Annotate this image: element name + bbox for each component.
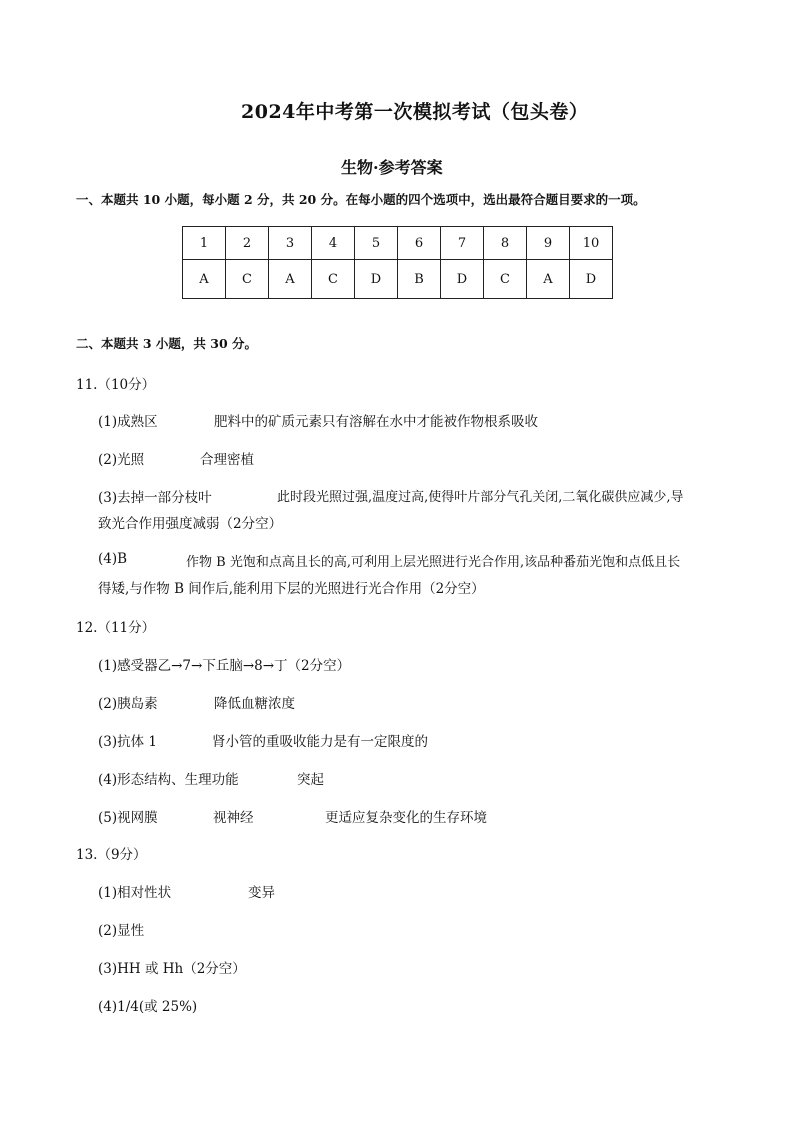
q13-answer-1-right: 变异 (248, 885, 275, 901)
page-title: 2024年中考第一次模拟考试（包头卷） (241, 101, 589, 123)
answer-cell: C (312, 260, 355, 299)
q11-answer-3-left: (3)去掉一部分枝叶 (98, 490, 212, 506)
q11-answer-3-right: 此时段光照过强,温度过高,使得叶片部分气孔关闭,二氧化碳供应减少,导 (277, 490, 684, 505)
answer-cell: A (183, 260, 226, 299)
question-number: 1 (183, 227, 226, 260)
q11-answer-1-left: (1)成熟区 (98, 414, 158, 430)
answer-cell: D (570, 260, 613, 299)
question-number: 3 (269, 227, 312, 260)
answer-cell: A (269, 260, 312, 299)
answer-key-table (182, 226, 613, 299)
q13-answer-4: (4)1/4(或 25%) (98, 999, 198, 1015)
q11-answer-4-cont: 得矮,与作物 B 间作后,能利用下层的光照进行光合作用（2分空） (98, 581, 485, 597)
q11-answer-2-left: (2)光照 (98, 452, 145, 468)
q11-answer-2-right: 合理密植 (200, 452, 254, 468)
question-number: 6 (398, 227, 441, 260)
question-number: 8 (484, 227, 527, 260)
q11-label: 11.（10分） (76, 377, 156, 393)
answer-cell: D (441, 260, 484, 299)
question-number: 5 (355, 227, 398, 260)
q13-answer-1-left: (1)相对性状 (98, 885, 172, 901)
answer-cell: C (484, 260, 527, 299)
section1-heading: 一、本题共 10 小题，每小题 2 分，共 20 分。在每小题的四个选项中，选出最符合题目要求的一项。 (76, 192, 646, 207)
q11-answer-1-right: 肥料中的矿质元素只有溶解在水中才能被作物根系吸收 (214, 414, 538, 430)
q12-answer-4-left: (4)形态结构、生理功能 (98, 772, 239, 788)
q13-label: 13.（9分） (76, 847, 147, 863)
q12-answer-2-right: 降低血糖浓度 (214, 696, 295, 712)
question-number: 9 (527, 227, 570, 260)
q12-answer-1: (1)感受器乙→7→下丘脑→8→丁（2分空） (98, 658, 351, 674)
q12-answer-4-right: 突起 (297, 772, 324, 788)
answer-cell: C (226, 260, 269, 299)
q12-label: 12.（11分） (76, 620, 156, 636)
q12-answer-2-left: (2)胰岛素 (98, 696, 158, 712)
q12-answer-3-left: (3)抗体 1 (98, 734, 158, 750)
page-subtitle: 生物·参考答案 (341, 158, 443, 177)
answer-key-answer-row (183, 260, 613, 299)
q13-answer-3: (3)HH 或 Hh（2分空） (98, 961, 246, 977)
question-number: 4 (312, 227, 355, 260)
answer-cell: A (527, 260, 570, 299)
q11-answer-4-right: 作物 B 光饱和点高且长的高,可利用上层光照进行光合作用,该品种番茄光饱和点低且长 (186, 555, 681, 570)
q12-answer-5-part3: 更适应复杂变化的生存环境 (325, 810, 487, 826)
q12-answer-5-part2: 视神经 (213, 810, 254, 826)
q12-answer-3-right: 肾小管的重吸收能力是有一定限度的 (212, 734, 428, 750)
q11-answer-4-left: (4)B (98, 551, 128, 567)
answer-key-number-row (183, 227, 613, 260)
question-number: 7 (441, 227, 484, 260)
question-number: 10 (570, 227, 613, 260)
q11-answer-3-cont: 致光合作用强度减弱（2分空） (98, 516, 283, 532)
q13-answer-2: (2)显性 (98, 923, 145, 939)
question-number: 2 (226, 227, 269, 260)
answer-cell: B (398, 260, 441, 299)
q12-answer-5-part1: (5)视网膜 (98, 810, 158, 826)
answer-cell: D (355, 260, 398, 299)
section2-heading: 二、本题共 3 小题，共 30 分。 (76, 336, 258, 351)
